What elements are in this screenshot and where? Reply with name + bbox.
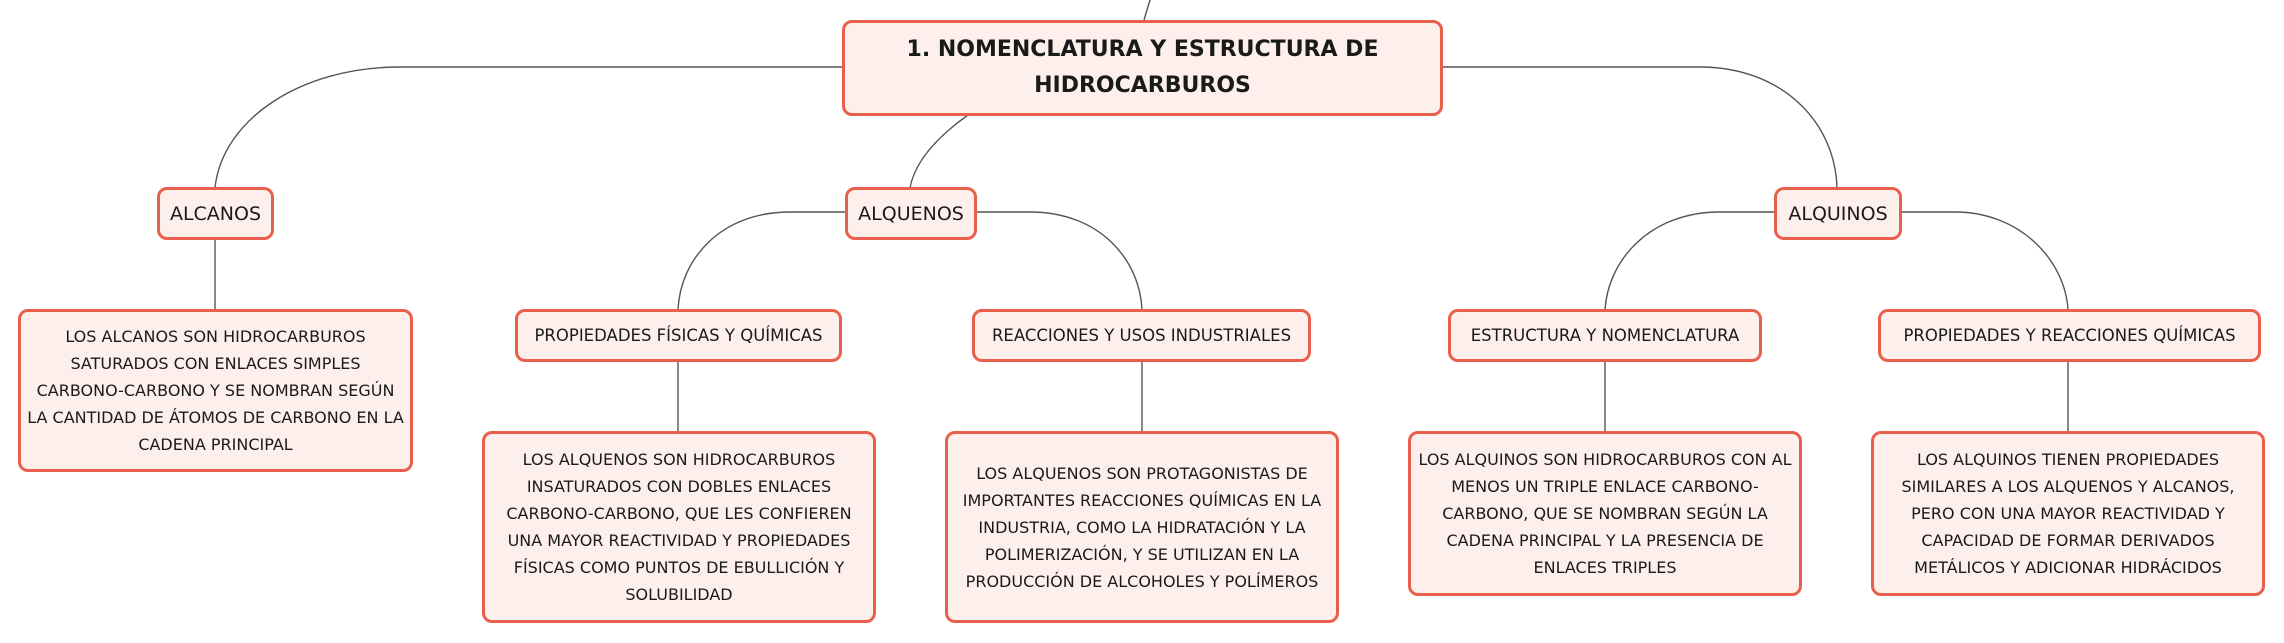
branch-alcanos-label: ALCANOS (169, 202, 262, 225)
subtopic-propiedades-reacciones-quimicas[interactable] (1878, 309, 2261, 362)
propiedades-fisicas-description[interactable] (482, 431, 876, 623)
connector-alquinos-propiedades (1902, 212, 2068, 310)
connector-root-alcanos (215, 67, 843, 188)
root-title-line1: 1. NOMENCLATURA Y ESTRUCTURA DE (906, 37, 1379, 62)
subtopic-propiedades-fisicas-quimicas-label: PROPIEDADES FÍSICAS Y QUÍMICAS (534, 326, 823, 345)
subtopic-propiedades-reacciones-quimicas-label: PROPIEDADES Y REACCIONES QUÍMICAS (1903, 326, 2236, 345)
branch-alquinos[interactable] (1774, 187, 1902, 240)
connector-alquinos-estructura (1605, 212, 1776, 310)
connector-alquenos-reacciones (975, 212, 1142, 310)
propiedades-reacciones-description-text: LOS ALQUINOS TIENEN PROPIEDADES SIMILARES A LOS ALQUENOS Y ALCANOS, PERO CON UNA MAYOR REACTIVIDAD Y CAPACIDAD DE FORMAR DERIVADOS METÁLICOS Y ADICIONAR HIDRÁCIDOS (1901, 450, 2235, 577)
subtopic-propiedades-fisicas-quimicas[interactable] (515, 309, 842, 362)
subtopic-estructura-nomenclatura[interactable] (1448, 309, 1762, 362)
connector-root-alquinos (1440, 67, 1837, 188)
alcanos-description-text: LOS ALCANOS SON HIDROCARBUROS SATURADOS CON ENLACES SIMPLES CARBONO-CARBONO Y SE NOMBRAN SEGÚN LA CANTIDAD DE ÁTOMOS DE CARBONO EN LA CADENA PRINCIPAL (27, 327, 404, 454)
propiedades-fisicas-description-text: LOS ALQUENOS SON HIDROCARBUROS INSATURADOS CON DOBLES ENLACES CARBONO-CARBONO, QUE LES CONFIEREN UNA MAYOR REACTIVIDAD Y PROPIEDADES FÍSICAS COMO PUNTOS DE EBULLICIÓN Y SOLUBILIDAD (506, 450, 852, 604)
connector-root-top (1144, 0, 1150, 20)
propiedades-reacciones-description[interactable] (1871, 431, 2265, 596)
subtopic-estructura-nomenclatura-label: ESTRUCTURA Y NOMENCLATURA (1470, 326, 1740, 345)
subtopic-reacciones-usos-industriales-label: REACCIONES Y USOS INDUSTRIALES (991, 326, 1292, 345)
subtopic-reacciones-usos-industriales[interactable] (972, 309, 1311, 362)
branch-alquinos-label: ALQUINOS (1788, 202, 1888, 225)
estructura-nomenclatura-description[interactable] (1408, 431, 1802, 596)
connector-alquenos-fisicas (678, 212, 847, 310)
root-topic[interactable] (842, 20, 1443, 116)
branch-alquenos[interactable] (845, 187, 977, 240)
reacciones-usos-description-text: LOS ALQUENOS SON PROTAGONISTAS DE IMPORTANTES REACCIONES QUÍMICAS EN LA INDUSTRIA, COMO LA HIDRATACIÓN Y LA POLIMERIZACIÓN, Y SE UTILIZAN EN LA PRODUCCIÓN DE ALCOHOLES Y POLÍMEROS (962, 463, 1322, 591)
connector-root-alquenos (910, 115, 968, 188)
alcanos-description[interactable] (18, 309, 413, 472)
branch-alcanos[interactable] (157, 187, 274, 240)
reacciones-usos-description[interactable] (945, 431, 1339, 623)
root-title-line2: HIDROCARBUROS (1034, 73, 1251, 98)
branch-alquenos-label: ALQUENOS (858, 202, 964, 225)
estructura-nomenclatura-description-text: LOS ALQUINOS SON HIDROCARBUROS CON AL MENOS UN TRIPLE ENLACE CARBONO-CARBONO, QUE SE NOMBRAN SEGÚN LA CADENA PRINCIPAL Y LA PRESENCIA DE ENLACES TRIPLES (1418, 450, 1792, 577)
